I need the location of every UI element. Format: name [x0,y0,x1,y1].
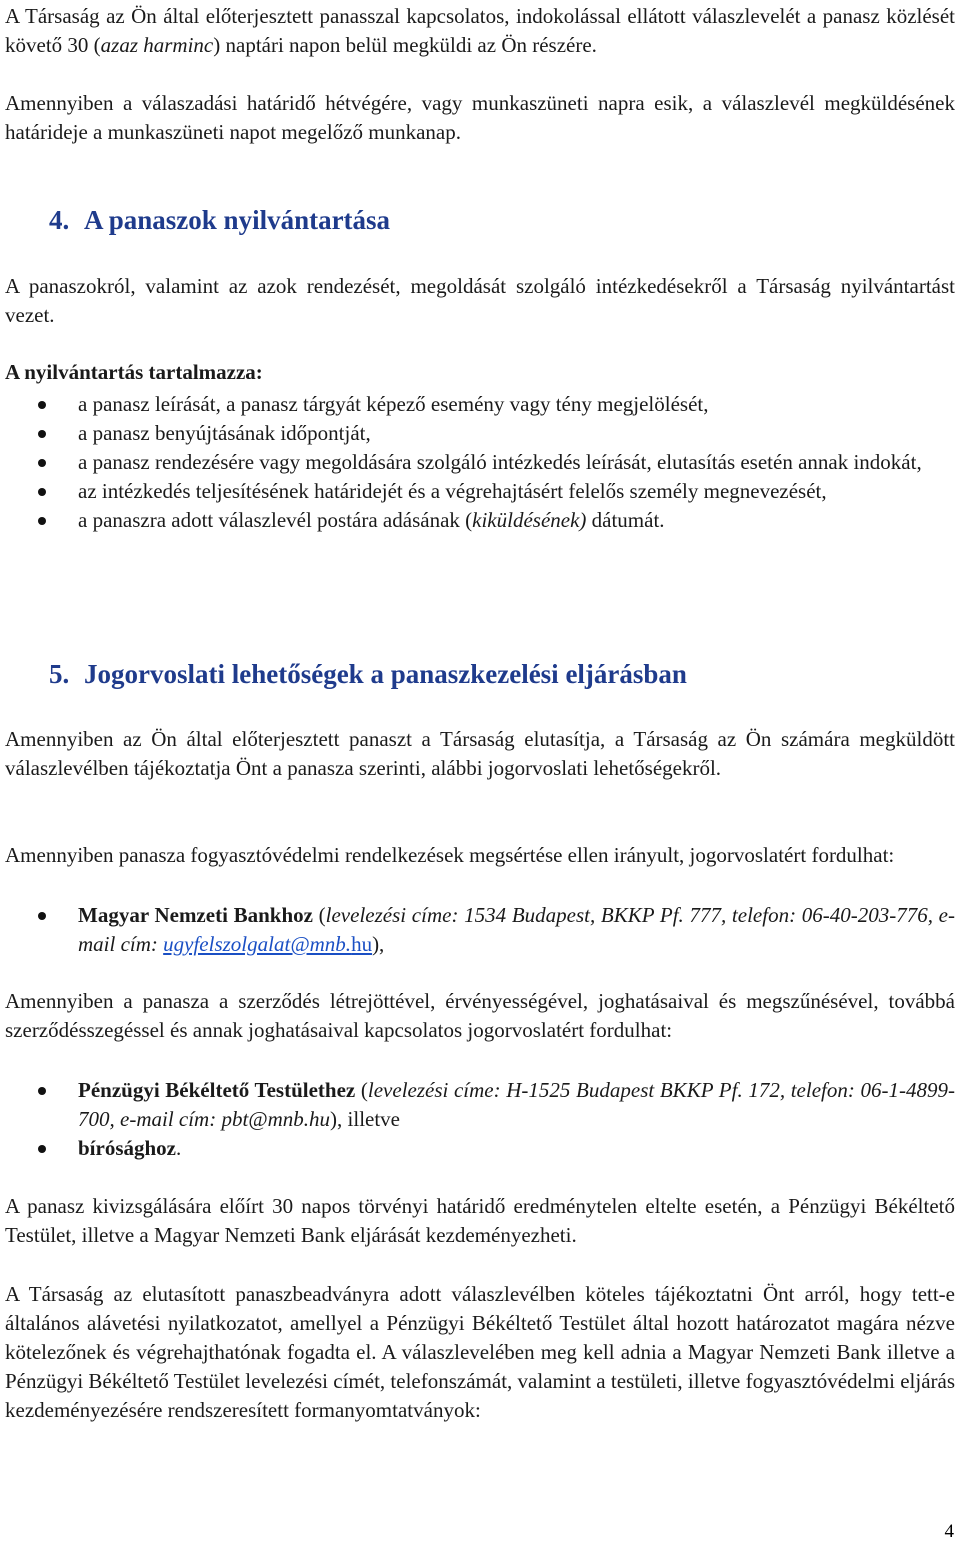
list-item: Pénzügyi Békéltető Testülethez (levelezési címe: H-1525 Budapest BKKP Pf. 172, telefon: 06-1-4899-700, e-mail cím: pbt@mnb.hu), illetve [5,1076,955,1134]
paragraph-contract: Amennyiben a panasza a szerződés létrejöttével, érvényességével, joghatásaival és megszűnésével, továbbá szerződésszegéssel és annak joghatásaival kapcsolatos jogorvoslatért fordulhat: [5,989,955,1042]
paragraph-submission-statement: A Társaság az elutasított panaszbeadványra adott válaszlevélben köteles tájékoztatni Önt arról, hogy tett-e általános alávetési nyilatkozatot, amellyel a Pénzügyi Békéltető Testület által hozott határozatot magára nézve kötelezőnek és végrehajthatónak fogadta el. A válaszlevelében meg kell adnia a Magyar Nemzeti Bank illetve a Pénzügyi Békéltető Testület levelezési címét, telefonszámát, valamint a testületi, illetve fogyasztóvédelmi eljárás kezdeményezésére rendszeresített formanyomtatványok: [5,1282,955,1422]
paragraph-holiday-rule: Amennyiben a válaszadási határidő hétvégére, vagy munkaszüneti napra esik, a válaszlevél megküldésének határideje a munkaszüneti napot megelőző munkanap. [5,91,955,144]
list-item: az intézkedés teljesítésének határidejét és a végrehajtásért felelős személy megnevezését, [5,477,955,506]
bullet-icon [38,517,46,525]
mnb-list [5,901,955,959]
paragraph-30-day-deadline: A panasz kivizsgálására előírt 30 napos törvényi határidő eredménytelen eltelte esetén, a Pénzügyi Békéltető Testület, illetve a Magyar Nemzeti Bank eljárását kezdeményezheti. [5,1194,955,1247]
bullet-icon [38,488,46,496]
bullet-icon [38,459,46,467]
list-item: a panasz benyújtásának időpontját, [5,419,955,448]
register-contents-lead: A nyilvántartás tartalmazza: [5,360,263,384]
bullet-icon [38,912,46,920]
list-item: Magyar Nemzeti Bankhoz (levelezési címe: 1534 Budapest, BKKP Pf. 777, telefon: 06-40-203-776, e-mail cím: ugyfelszolgalat@mnb.hu), [5,901,955,959]
mnb-email-link[interactable]: ugyfelszolgalat@mnb.hu [163,932,373,956]
page-number: 4 [944,1521,954,1542]
paragraph-response-deadline: A Társaság az Ön által előterjesztett panasszal kapcsolatos, indokolással ellátott válaszlevelét a panasz közlését követő 30 (azaz harminc) naptári napon belül megküldi az Ön részére. [5,4,955,57]
paragraph-consumer-protection: Amennyiben panasza fogyasztóvédelmi rendelkezések megsértése ellen irányult, jogorvoslatért fordulhat: [5,843,895,867]
bullet-icon [38,1145,46,1153]
bullet-icon [38,430,46,438]
paragraph-rejection: Amennyiben az Ön által előterjesztett panaszt a Társaság elutasítja, a Társaság az Ön számára megküldött válaszlevélben tájékoztatja Önt a panasza szerinti, alábbi jogorvoslati lehetőségekről. [5,727,955,780]
list-item: a panasz leírását, a panasz tárgyát képező esemény vagy tény megjelölését, [5,390,955,419]
bullet-icon [38,1087,46,1095]
paragraph-register: A panaszokról, valamint az azok rendezését, megoldását szolgáló intézkedésekről a Társaság nyilvántartást vezet. [5,274,955,327]
list-item: a panaszra adott válaszlevél postára adásának (kiküldésének) dátumát. [5,506,955,535]
section-5-heading: 5. Jogorvoslati lehetőségek a panaszkezelési eljárásban [49,659,687,689]
pbt-list [5,1076,955,1163]
section-4-heading: 4. A panaszok nyilvántartása [49,205,391,235]
list-item: bírósághoz. [5,1134,955,1163]
register-contents-list [5,390,955,535]
bullet-icon [38,401,46,409]
list-item: a panasz rendezésére vagy megoldására szolgáló intézkedés leírását, elutasítás esetén annak indokát, [5,448,955,477]
